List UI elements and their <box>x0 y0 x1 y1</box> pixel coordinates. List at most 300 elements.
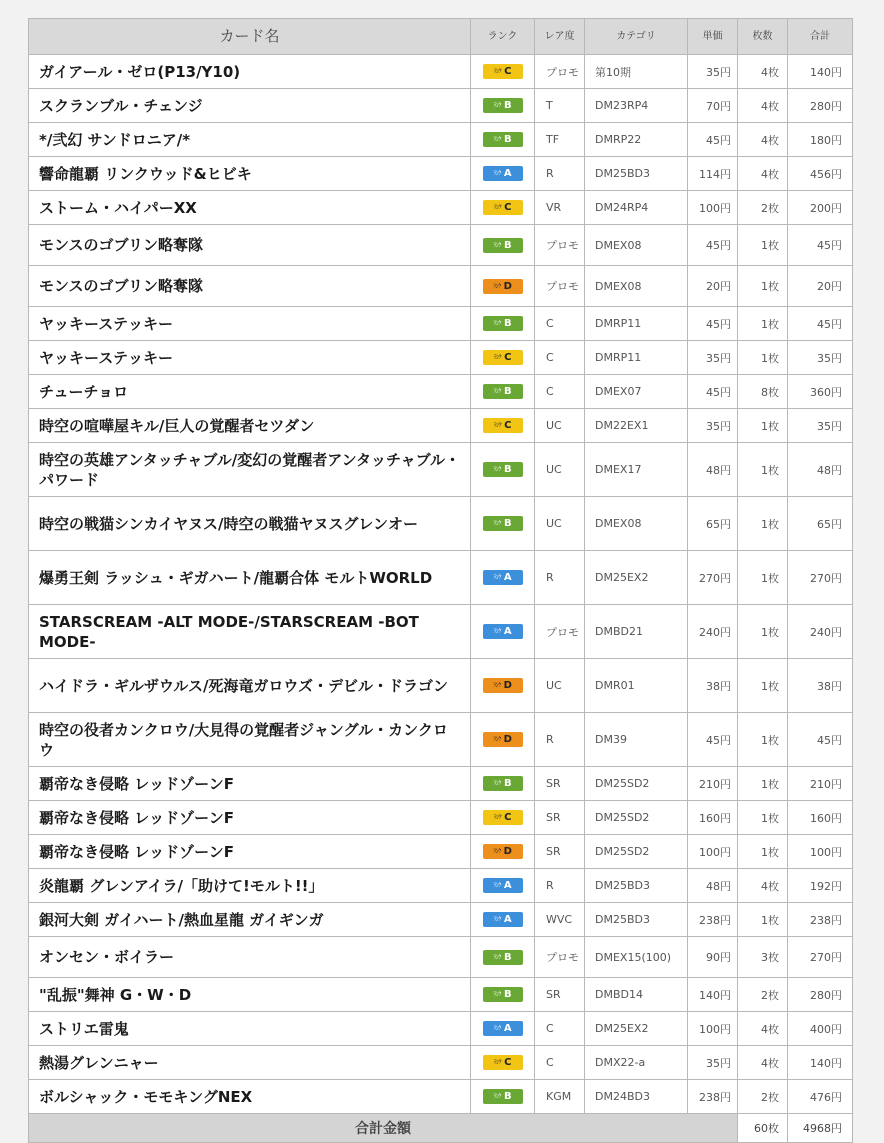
row-total: 35円 <box>788 341 853 375</box>
rank-badge-grade: A <box>503 168 512 179</box>
rank-badge <box>483 844 523 859</box>
category: DM25BD3 <box>585 903 688 937</box>
rarity: C <box>535 375 585 409</box>
rank-badge-grade: D <box>503 280 512 292</box>
header-quantity: 枚数 <box>738 19 788 55</box>
category: DMEX08 <box>585 266 688 307</box>
rank-badge <box>483 878 523 893</box>
category: DM25EX2 <box>585 551 688 605</box>
rank-badge-prefix: ﾗﾝｸ <box>493 388 501 395</box>
table-row <box>29 225 853 266</box>
category: DMEX15(100) <box>585 937 688 978</box>
row-total: 35円 <box>788 409 853 443</box>
rarity: UC <box>535 659 585 713</box>
unit-price: 45円 <box>688 375 738 409</box>
rank-badge-prefix: ﾗﾝｸ <box>493 814 502 821</box>
rarity: TF <box>535 123 585 157</box>
card-name: 覇帝なき侵略 レッドゾーンF <box>29 801 471 835</box>
quantity: 1枚 <box>738 713 788 767</box>
rank-cell <box>471 123 535 157</box>
rank-cell <box>471 55 535 89</box>
rank-badge-grade: D <box>503 680 512 691</box>
rank-cell <box>471 191 535 225</box>
category: DM25BD3 <box>585 157 688 191</box>
table-row <box>29 978 853 1012</box>
rarity: WVC <box>535 903 585 937</box>
rank-badge-prefix: ﾗﾝｸ <box>493 1025 501 1032</box>
row-total: 45円 <box>788 225 853 266</box>
category: DM22EX1 <box>585 409 688 443</box>
rarity: プロモ <box>535 937 585 978</box>
rarity: C <box>535 341 585 375</box>
quantity: 1枚 <box>738 341 788 375</box>
table-row <box>29 903 853 937</box>
table-row <box>29 157 853 191</box>
rank-badge-prefix: ﾗﾝｸ <box>493 136 501 143</box>
row-total: 456円 <box>788 157 853 191</box>
rank-badge-prefix: ﾗﾝｸ <box>493 241 501 249</box>
rank-badge-grade: B <box>503 386 512 397</box>
table-row <box>29 869 853 903</box>
quantity: 1枚 <box>738 659 788 713</box>
row-total: 48円 <box>788 443 853 497</box>
row-total: 280円 <box>788 978 853 1012</box>
card-name: 銀河大剣 ガイハート/熱血星龍 ガイギンガ <box>29 903 471 937</box>
unit-price: 45円 <box>688 225 738 266</box>
rank-badge-prefix: ﾗﾝｸ <box>493 574 501 581</box>
card-name: 覇帝なき侵略 レッドゾーンF <box>29 835 471 869</box>
rank-badge <box>483 516 523 531</box>
rank-badge-grade: A <box>503 572 512 583</box>
row-total: 65円 <box>788 497 853 551</box>
row-total: 360円 <box>788 375 853 409</box>
unit-price: 70円 <box>688 89 738 123</box>
rank-badge <box>483 350 523 365</box>
rank-badge <box>483 166 523 181</box>
rarity: T <box>535 89 585 123</box>
rank-badge-prefix: ﾗﾝｸ <box>493 102 501 109</box>
card-name: ストーム・ハイパーXX <box>29 191 471 225</box>
table-row <box>29 497 853 551</box>
rank-badge <box>483 279 523 294</box>
rank-badge-grade: B <box>503 134 512 145</box>
quantity: 2枚 <box>738 1080 788 1114</box>
rank-badge <box>483 624 523 639</box>
rank-badge-grade: B <box>503 778 512 789</box>
category: DMBD14 <box>585 978 688 1012</box>
rank-badge-prefix: ﾗﾝｸ <box>493 320 501 327</box>
category: DM24BD3 <box>585 1080 688 1114</box>
rank-badge-grade: C <box>504 202 512 213</box>
rank-badge-grade: C <box>504 1057 512 1068</box>
rank-badge-grade: B <box>503 464 512 475</box>
card-name: "乱振"舞神 G・W・D <box>29 978 471 1012</box>
unit-price: 48円 <box>688 869 738 903</box>
unit-price: 65円 <box>688 497 738 551</box>
category: 第10期 <box>585 55 688 89</box>
unit-price: 45円 <box>688 713 738 767</box>
category: DM25EX2 <box>585 1012 688 1046</box>
grand-total-quantity: 60枚 <box>738 1114 788 1143</box>
card-name: ガイアール・ゼロ(P13/Y10) <box>29 55 471 89</box>
rank-badge-prefix: ﾗﾝｸ <box>493 204 502 211</box>
quantity: 3枚 <box>738 937 788 978</box>
card-name: ボルシャック・モモキングNEX <box>29 1080 471 1114</box>
rank-badge-prefix: ﾗﾝｸ <box>493 628 501 635</box>
rank-badge-grade: C <box>504 66 512 77</box>
rarity: KGM <box>535 1080 585 1114</box>
rank-badge-grade: B <box>503 989 512 1000</box>
rarity: R <box>535 869 585 903</box>
rank-cell <box>471 225 535 266</box>
row-total: 45円 <box>788 713 853 767</box>
row-total: 400円 <box>788 1012 853 1046</box>
row-total: 280円 <box>788 89 853 123</box>
card-name: STARSCREAM -ALT MODE-/STARSCREAM -BOT MODE- <box>29 605 471 659</box>
unit-price: 100円 <box>688 835 738 869</box>
grand-total-label: 合計金額 <box>29 1114 738 1143</box>
table-row <box>29 123 853 157</box>
card-name: */弐幻 サンドロニア/* <box>29 123 471 157</box>
rank-badge-prefix: ﾗﾝｸ <box>493 991 501 998</box>
footer-row <box>29 1114 853 1143</box>
card-name: モンスのゴブリン略奪隊 <box>29 266 471 307</box>
quantity: 4枚 <box>738 89 788 123</box>
quantity: 1枚 <box>738 307 788 341</box>
rank-badge-grade: D <box>503 846 512 857</box>
rank-badge-grade: A <box>503 1023 512 1034</box>
rank-badge-prefix: ﾗﾝｸ <box>493 1093 501 1100</box>
quantity: 1枚 <box>738 551 788 605</box>
category: DMBD21 <box>585 605 688 659</box>
rank-cell <box>471 1012 535 1046</box>
row-total: 210円 <box>788 767 853 801</box>
rank-badge-prefix: ﾗﾝｸ <box>493 1059 502 1066</box>
card-name: 時空の戦猫シンカイヤヌス/時空の戦猫ヤヌスグレンオー <box>29 497 471 551</box>
table-row <box>29 801 853 835</box>
header-card-name: カード名 <box>29 19 471 55</box>
header-total: 合計 <box>788 19 853 55</box>
rank-cell <box>471 767 535 801</box>
header-row <box>29 19 853 55</box>
card-name: 響命龍覇 リンクウッド&ヒビキ <box>29 157 471 191</box>
category: DM39 <box>585 713 688 767</box>
card-name: スクランブル・チェンジ <box>29 89 471 123</box>
card-name: 時空の英雄アンタッチャブル/変幻の覚醒者アンタッチャブル・パワード <box>29 443 471 497</box>
grand-total-amount: 4968円 <box>788 1114 853 1143</box>
rank-cell <box>471 89 535 123</box>
rank-badge-prefix: ﾗﾝｸ <box>493 354 502 361</box>
unit-price: 20円 <box>688 266 738 307</box>
row-total: 200円 <box>788 191 853 225</box>
table-row <box>29 551 853 605</box>
card-name: 時空の役者カンクロウ/大見得の覚醒者ジャングル・カンクロウ <box>29 713 471 767</box>
rank-cell <box>471 307 535 341</box>
rank-cell <box>471 903 535 937</box>
quantity: 2枚 <box>738 191 788 225</box>
rank-badge-grade: A <box>503 914 512 925</box>
rarity: SR <box>535 978 585 1012</box>
card-name: 熱湯グレンニャー <box>29 1046 471 1080</box>
rarity: SR <box>535 767 585 801</box>
rarity: プロモ <box>535 55 585 89</box>
table-row <box>29 1046 853 1080</box>
unit-price: 238円 <box>688 903 738 937</box>
unit-price: 160円 <box>688 801 738 835</box>
rank-badge <box>483 732 523 747</box>
rarity: C <box>535 1012 585 1046</box>
rank-cell <box>471 1046 535 1080</box>
rank-badge-grade: B <box>503 951 512 963</box>
unit-price: 90円 <box>688 937 738 978</box>
rank-badge-grade: C <box>504 812 512 823</box>
rank-cell <box>471 659 535 713</box>
rank-badge <box>483 950 523 965</box>
table-row <box>29 89 853 123</box>
unit-price: 35円 <box>688 341 738 375</box>
unit-price: 45円 <box>688 307 738 341</box>
row-total: 38円 <box>788 659 853 713</box>
header-unit-price: 単価 <box>688 19 738 55</box>
rarity: UC <box>535 443 585 497</box>
header-rank: ランク <box>471 19 535 55</box>
card-name: 時空の喧嘩屋キル/巨人の覚醒者セツダン <box>29 409 471 443</box>
table-row <box>29 341 853 375</box>
unit-price: 35円 <box>688 55 738 89</box>
rank-badge-grade: B <box>503 239 512 251</box>
quantity: 8枚 <box>738 375 788 409</box>
rarity: プロモ <box>535 266 585 307</box>
quantity: 1枚 <box>738 266 788 307</box>
rank-cell <box>471 266 535 307</box>
rank-badge <box>483 1055 523 1070</box>
rank-badge-prefix: ﾗﾝｸ <box>493 68 502 75</box>
category: DM25BD3 <box>585 869 688 903</box>
row-total: 192円 <box>788 869 853 903</box>
rank-badge-prefix: ﾗﾝｸ <box>493 282 501 290</box>
rank-badge-grade: C <box>504 420 512 431</box>
card-name: 爆勇王剣 ラッシュ・ギガハート/龍覇合体 モルトWORLD <box>29 551 471 605</box>
table-row <box>29 835 853 869</box>
rank-badge-grade: D <box>503 734 512 745</box>
rank-cell <box>471 497 535 551</box>
quantity: 1枚 <box>738 767 788 801</box>
row-total: 240円 <box>788 605 853 659</box>
rarity: VR <box>535 191 585 225</box>
rank-badge <box>483 384 523 399</box>
row-total: 238円 <box>788 903 853 937</box>
rank-cell <box>471 801 535 835</box>
table-row <box>29 937 853 978</box>
category: DMEX08 <box>585 225 688 266</box>
table-row <box>29 307 853 341</box>
rank-cell <box>471 1080 535 1114</box>
card-name: ストリエ雷鬼 <box>29 1012 471 1046</box>
category: DMEX08 <box>585 497 688 551</box>
rank-badge-grade: B <box>503 318 512 329</box>
quantity: 1枚 <box>738 497 788 551</box>
quantity: 1枚 <box>738 801 788 835</box>
card-name: ハイドラ・ギルザウルス/死海竜ガロウズ・デビル・ドラゴン <box>29 659 471 713</box>
category: DMEX07 <box>585 375 688 409</box>
category: DM25SD2 <box>585 801 688 835</box>
category: DMR01 <box>585 659 688 713</box>
category: DM25SD2 <box>585 767 688 801</box>
quantity: 2枚 <box>738 978 788 1012</box>
row-total: 180円 <box>788 123 853 157</box>
card-name: チューチョロ <box>29 375 471 409</box>
card-name: オンセン・ボイラー <box>29 937 471 978</box>
rank-badge <box>483 462 523 477</box>
rank-badge <box>483 98 523 113</box>
card-name: 覇帝なき侵略 レッドゾーンF <box>29 767 471 801</box>
unit-price: 240円 <box>688 605 738 659</box>
rank-badge-prefix: ﾗﾝｸ <box>493 466 501 473</box>
rarity: R <box>535 551 585 605</box>
row-total: 270円 <box>788 551 853 605</box>
rank-badge-prefix: ﾗﾝｸ <box>493 682 501 689</box>
rank-badge <box>483 1021 523 1036</box>
rank-badge <box>483 64 523 79</box>
unit-price: 38円 <box>688 659 738 713</box>
rank-cell <box>471 937 535 978</box>
rank-badge <box>483 1089 523 1104</box>
row-total: 160円 <box>788 801 853 835</box>
rarity: SR <box>535 835 585 869</box>
table-row <box>29 659 853 713</box>
rank-cell <box>471 409 535 443</box>
category: DMX22-a <box>585 1046 688 1080</box>
rank-badge-prefix: ﾗﾝｸ <box>493 848 501 855</box>
rank-cell <box>471 443 535 497</box>
rank-badge <box>483 678 523 693</box>
quantity: 1枚 <box>738 409 788 443</box>
table-row <box>29 55 853 89</box>
rank-badge <box>483 776 523 791</box>
category: DM23RP4 <box>585 89 688 123</box>
row-total: 270円 <box>788 937 853 978</box>
rarity: C <box>535 1046 585 1080</box>
rank-badge <box>483 570 523 585</box>
quantity: 1枚 <box>738 225 788 266</box>
row-total: 20円 <box>788 266 853 307</box>
rarity: C <box>535 307 585 341</box>
rarity: SR <box>535 801 585 835</box>
rank-badge-grade: A <box>503 880 512 891</box>
quantity: 4枚 <box>738 123 788 157</box>
card-name: ヤッキーステッキー <box>29 307 471 341</box>
rank-badge <box>483 912 523 927</box>
rank-badge <box>483 987 523 1002</box>
row-total: 476円 <box>788 1080 853 1114</box>
category: DMEX17 <box>585 443 688 497</box>
rarity: プロモ <box>535 605 585 659</box>
row-total: 100円 <box>788 835 853 869</box>
table-row <box>29 191 853 225</box>
table-row <box>29 605 853 659</box>
rank-badge-prefix: ﾗﾝｸ <box>493 170 501 177</box>
table-row <box>29 409 853 443</box>
rarity: R <box>535 157 585 191</box>
rank-badge-prefix: ﾗﾝｸ <box>493 520 501 527</box>
rank-badge-prefix: ﾗﾝｸ <box>493 882 501 889</box>
rarity: UC <box>535 409 585 443</box>
rank-badge <box>483 238 523 253</box>
rank-cell <box>471 605 535 659</box>
unit-price: 100円 <box>688 191 738 225</box>
rank-cell <box>471 551 535 605</box>
category: DMRP22 <box>585 123 688 157</box>
rank-cell <box>471 713 535 767</box>
rank-badge <box>483 418 523 433</box>
quantity: 4枚 <box>738 55 788 89</box>
unit-price: 114円 <box>688 157 738 191</box>
card-name: 炎龍覇 グレンアイラ/「助けて!モルト!!」 <box>29 869 471 903</box>
unit-price: 35円 <box>688 1046 738 1080</box>
quantity: 1枚 <box>738 903 788 937</box>
rank-cell <box>471 341 535 375</box>
quantity: 4枚 <box>738 869 788 903</box>
rank-badge-prefix: ﾗﾝｸ <box>493 736 501 743</box>
quantity: 1枚 <box>738 835 788 869</box>
unit-price: 270円 <box>688 551 738 605</box>
unit-price: 100円 <box>688 1012 738 1046</box>
card-name: ヤッキーステッキー <box>29 341 471 375</box>
rank-badge-prefix: ﾗﾝｸ <box>493 953 501 961</box>
rank-badge-prefix: ﾗﾝｸ <box>493 780 501 787</box>
card-list-table <box>28 18 853 1143</box>
rank-badge-grade: A <box>503 626 512 637</box>
rank-badge <box>483 132 523 147</box>
table-row <box>29 767 853 801</box>
rarity: プロモ <box>535 225 585 266</box>
header-rarity: レア度 <box>535 19 585 55</box>
rank-badge-grade: B <box>503 518 512 529</box>
rank-badge <box>483 316 523 331</box>
rank-badge-grade: B <box>503 1091 512 1102</box>
category: DMRP11 <box>585 341 688 375</box>
rank-cell <box>471 835 535 869</box>
category: DMRP11 <box>585 307 688 341</box>
unit-price: 210円 <box>688 767 738 801</box>
table-row <box>29 266 853 307</box>
rank-badge-prefix: ﾗﾝｸ <box>493 422 502 429</box>
rarity: R <box>535 713 585 767</box>
rank-badge-grade: B <box>503 100 512 111</box>
rank-badge-grade: C <box>504 352 512 363</box>
quantity: 1枚 <box>738 443 788 497</box>
unit-price: 35円 <box>688 409 738 443</box>
rank-cell <box>471 869 535 903</box>
category: DM24RP4 <box>585 191 688 225</box>
table-row <box>29 375 853 409</box>
unit-price: 238円 <box>688 1080 738 1114</box>
rank-badge <box>483 810 523 825</box>
header-category: カテゴリ <box>585 19 688 55</box>
unit-price: 140円 <box>688 978 738 1012</box>
card-name: モンスのゴブリン略奪隊 <box>29 225 471 266</box>
table-row <box>29 1012 853 1046</box>
table-row <box>29 1080 853 1114</box>
rank-badge-prefix: ﾗﾝｸ <box>493 916 501 923</box>
quantity: 4枚 <box>738 1046 788 1080</box>
unit-price: 48円 <box>688 443 738 497</box>
rarity: UC <box>535 497 585 551</box>
table-row <box>29 713 853 767</box>
rank-cell <box>471 157 535 191</box>
row-total: 140円 <box>788 1046 853 1080</box>
rank-cell <box>471 375 535 409</box>
